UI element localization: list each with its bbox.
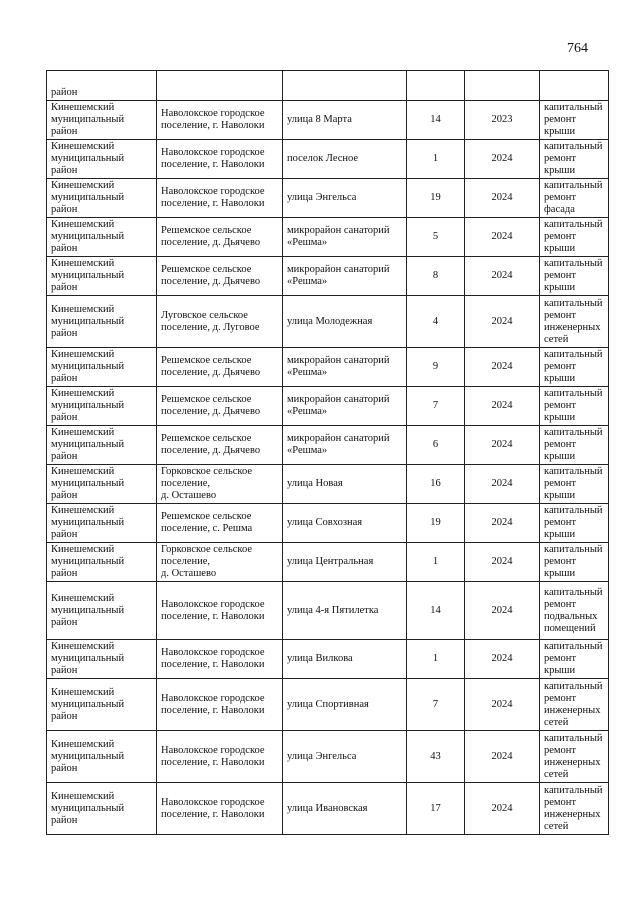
district-cell: Кинешемский муниципальный район <box>47 296 157 348</box>
settlement-cell: Наволокское городское поселение, г. Наволоки <box>157 783 283 835</box>
district-cell: Кинешемский муниципальный район <box>47 465 157 504</box>
year-cell: 2024 <box>465 731 540 783</box>
settlement-cell: Луговское сельское поселение, д. Луговое <box>157 296 283 348</box>
repair-schedule-table <box>46 70 609 835</box>
district-cell: Кинешемский муниципальный район <box>47 257 157 296</box>
table-body <box>47 71 609 835</box>
settlement-cell: Решемское сельское поселение, с. Решма <box>157 504 283 543</box>
district-cell: Кинешемский муниципальный район <box>47 783 157 835</box>
settlement-cell: Решемское сельское поселение, д. Дьячево <box>157 426 283 465</box>
house-number-cell: 14 <box>407 101 465 140</box>
house-number-cell: 14 <box>407 582 465 640</box>
district-cell: Кинешемский муниципальный район <box>47 101 157 140</box>
year-cell: 2024 <box>465 426 540 465</box>
work-type-cell: капитальный ремонт фасада <box>540 179 609 218</box>
settlement-cell: Решемское сельское поселение, д. Дьячево <box>157 218 283 257</box>
carryover-district-cell: район <box>47 71 157 101</box>
street-cell: улица Энгельса <box>283 731 407 783</box>
carryover-work-cell <box>540 71 609 101</box>
carryover-street-cell <box>283 71 407 101</box>
street-cell: улица 4-я Пятилетка <box>283 582 407 640</box>
carryover-house-cell <box>407 71 465 101</box>
table-row <box>47 640 609 679</box>
settlement-cell: Наволокское городское поселение, г. Наволоки <box>157 679 283 731</box>
carryover-settlement-cell <box>157 71 283 101</box>
year-cell: 2024 <box>465 218 540 257</box>
settlement-cell: Решемское сельское поселение, д. Дьячево <box>157 257 283 296</box>
work-type-cell: капитальный ремонт инженерных сетей <box>540 783 609 835</box>
settlement-cell: Горковское сельское поселение, д. Осташево <box>157 465 283 504</box>
district-cell: Кинешемский муниципальный район <box>47 543 157 582</box>
settlement-cell: Наволокское городское поселение, г. Наволоки <box>157 582 283 640</box>
work-type-cell: капитальный ремонт крыши <box>540 504 609 543</box>
settlement-cell: Наволокское городское поселение, г. Наволоки <box>157 101 283 140</box>
settlement-cell: Наволокское городское поселение, г. Наволоки <box>157 731 283 783</box>
house-number-cell: 1 <box>407 543 465 582</box>
work-type-cell: капитальный ремонт крыши <box>540 640 609 679</box>
table-row <box>47 348 609 387</box>
street-cell: улица Вилкова <box>283 640 407 679</box>
district-cell: Кинешемский муниципальный район <box>47 218 157 257</box>
street-cell: микрорайон санаторий «Решма» <box>283 426 407 465</box>
work-type-cell: капитальный ремонт крыши <box>540 543 609 582</box>
year-cell: 2024 <box>465 465 540 504</box>
street-cell: улица Совхозная <box>283 504 407 543</box>
settlement-cell: Решемское сельское поселение, д. Дьячево <box>157 348 283 387</box>
table-row <box>47 731 609 783</box>
house-number-cell: 19 <box>407 504 465 543</box>
year-cell: 2024 <box>465 504 540 543</box>
street-cell: микрорайон санаторий «Решма» <box>283 257 407 296</box>
work-type-cell: капитальный ремонт крыши <box>540 426 609 465</box>
table-row <box>47 218 609 257</box>
house-number-cell: 7 <box>407 679 465 731</box>
year-cell: 2024 <box>465 679 540 731</box>
settlement-cell: Наволокское городское поселение, г. Наволоки <box>157 179 283 218</box>
carryover-year-cell <box>465 71 540 101</box>
district-cell: Кинешемский муниципальный район <box>47 504 157 543</box>
table-row <box>47 465 609 504</box>
work-type-cell: капитальный ремонт крыши <box>540 348 609 387</box>
street-cell: улица 8 Марта <box>283 101 407 140</box>
district-cell: Кинешемский муниципальный район <box>47 179 157 218</box>
year-cell: 2024 <box>465 387 540 426</box>
house-number-cell: 19 <box>407 179 465 218</box>
house-number-cell: 5 <box>407 218 465 257</box>
year-cell: 2024 <box>465 783 540 835</box>
table-row <box>47 582 609 640</box>
year-cell: 2024 <box>465 257 540 296</box>
year-cell: 2024 <box>465 582 540 640</box>
page-number: 764 <box>567 41 588 56</box>
district-cell: Кинешемский муниципальный район <box>47 387 157 426</box>
year-cell: 2023 <box>465 101 540 140</box>
year-cell: 2024 <box>465 640 540 679</box>
settlement-cell: Наволокское городское поселение, г. Наволоки <box>157 140 283 179</box>
settlement-cell: Наволокское городское поселение, г. Наволоки <box>157 640 283 679</box>
house-number-cell: 1 <box>407 640 465 679</box>
year-cell: 2024 <box>465 296 540 348</box>
district-cell: Кинешемский муниципальный район <box>47 679 157 731</box>
work-type-cell: капитальный ремонт крыши <box>540 218 609 257</box>
district-cell: Кинешемский муниципальный район <box>47 426 157 465</box>
table-row <box>47 783 609 835</box>
house-number-cell: 9 <box>407 348 465 387</box>
house-number-cell: 6 <box>407 426 465 465</box>
district-cell: Кинешемский муниципальный район <box>47 640 157 679</box>
table-row <box>47 140 609 179</box>
district-cell: Кинешемский муниципальный район <box>47 731 157 783</box>
year-cell: 2024 <box>465 543 540 582</box>
settlement-cell: Горковское сельское поселение, д. Осташево <box>157 543 283 582</box>
house-number-cell: 1 <box>407 140 465 179</box>
table-row <box>47 504 609 543</box>
district-cell: Кинешемский муниципальный район <box>47 140 157 179</box>
district-cell: Кинешемский муниципальный район <box>47 582 157 640</box>
street-cell: улица Спортивная <box>283 679 407 731</box>
table-row <box>47 179 609 218</box>
table-row <box>47 387 609 426</box>
work-type-cell: капитальный ремонт инженерных сетей <box>540 296 609 348</box>
table-row <box>47 296 609 348</box>
work-type-cell: капитальный ремонт подвальных помещений <box>540 582 609 640</box>
street-cell: микрорайон санаторий «Решма» <box>283 387 407 426</box>
work-type-cell: капитальный ремонт крыши <box>540 101 609 140</box>
table-row <box>47 543 609 582</box>
house-number-cell: 4 <box>407 296 465 348</box>
settlement-cell: Решемское сельское поселение, д. Дьячево <box>157 387 283 426</box>
street-cell: улица Ивановская <box>283 783 407 835</box>
work-type-cell: капитальный ремонт инженерных сетей <box>540 679 609 731</box>
table-row <box>47 426 609 465</box>
street-cell: улица Центральная <box>283 543 407 582</box>
table-row <box>47 101 609 140</box>
street-cell: улица Энгельса <box>283 179 407 218</box>
work-type-cell: капитальный ремонт инженерных сетей <box>540 731 609 783</box>
year-cell: 2024 <box>465 140 540 179</box>
work-type-cell: капитальный ремонт крыши <box>540 140 609 179</box>
street-cell: улица Новая <box>283 465 407 504</box>
work-type-cell: капитальный ремонт крыши <box>540 465 609 504</box>
house-number-cell: 16 <box>407 465 465 504</box>
street-cell: микрорайон санаторий «Решма» <box>283 218 407 257</box>
table-row <box>47 257 609 296</box>
street-cell: микрорайон санаторий «Решма» <box>283 348 407 387</box>
street-cell: улица Молодежная <box>283 296 407 348</box>
house-number-cell: 7 <box>407 387 465 426</box>
house-number-cell: 17 <box>407 783 465 835</box>
house-number-cell: 8 <box>407 257 465 296</box>
carryover-row <box>47 71 609 101</box>
work-type-cell: капитальный ремонт крыши <box>540 257 609 296</box>
work-type-cell: капитальный ремонт крыши <box>540 387 609 426</box>
year-cell: 2024 <box>465 348 540 387</box>
street-cell: поселок Лесное <box>283 140 407 179</box>
district-cell: Кинешемский муниципальный район <box>47 348 157 387</box>
year-cell: 2024 <box>465 179 540 218</box>
house-number-cell: 43 <box>407 731 465 783</box>
table-row <box>47 679 609 731</box>
